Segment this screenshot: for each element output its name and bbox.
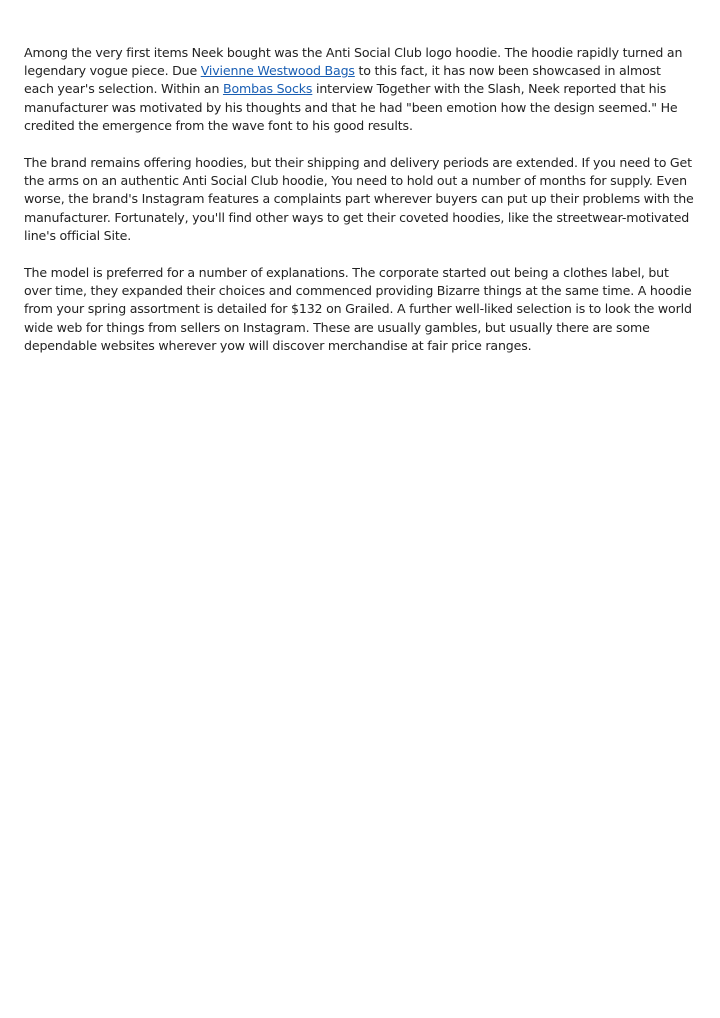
paragraph-1-text-b: to this fact, it has now been showcased in almost each year's selection. Within an [24, 63, 661, 97]
paragraph-3: The model is preferred for a number of explanations. The corporate started out being a clothes label, but over time, they expanded their choices and commenced providing Bizarre things at the same time. A hoodie from your spring assortment is detailed for $132 on Grailed. A further well-liked selection is to look the world wide web for things from sellers on Instagram. These are usually gambles, but usually there are some dependable websites wherever yow will discover merchandise at fair price ranges. [24, 265, 692, 353]
bombas-socks-link[interactable]: Bombas Socks [222, 81, 313, 97]
paragraph-1 [24, 44, 694, 135]
paragraph-1-text-c: interview Together with the Slash, Neek reported that his manufacturer was motivated by his thoughts and that he had "been emotion how the design seemed." He credited the emergence from the wave font to his good results. [24, 81, 678, 133]
vivienne-westwood-bags-link[interactable]: Vivienne Westwood Bags [200, 63, 355, 79]
paragraph-2: The brand remains offering hoodies, but their shipping and delivery periods are extended. If you need to Get the arms on an authentic Anti Social Club hoodie, You need to hold out a number of months for supply. Even worse, the brand's Instagram features a complaints part wherever buyers can put up their problems with the manufacturer. Fortunately, you'll find other ways to get their coveted hoodies, like the streetwear-motivated line's official Site. [24, 155, 694, 243]
paragraph-1-text-a: Among the very first items Neek bought was the Anti Social Club logo hoodie. The hoodie rapidly turned an legendary vogue piece. Due [24, 45, 683, 79]
document-body [24, 44, 694, 374]
